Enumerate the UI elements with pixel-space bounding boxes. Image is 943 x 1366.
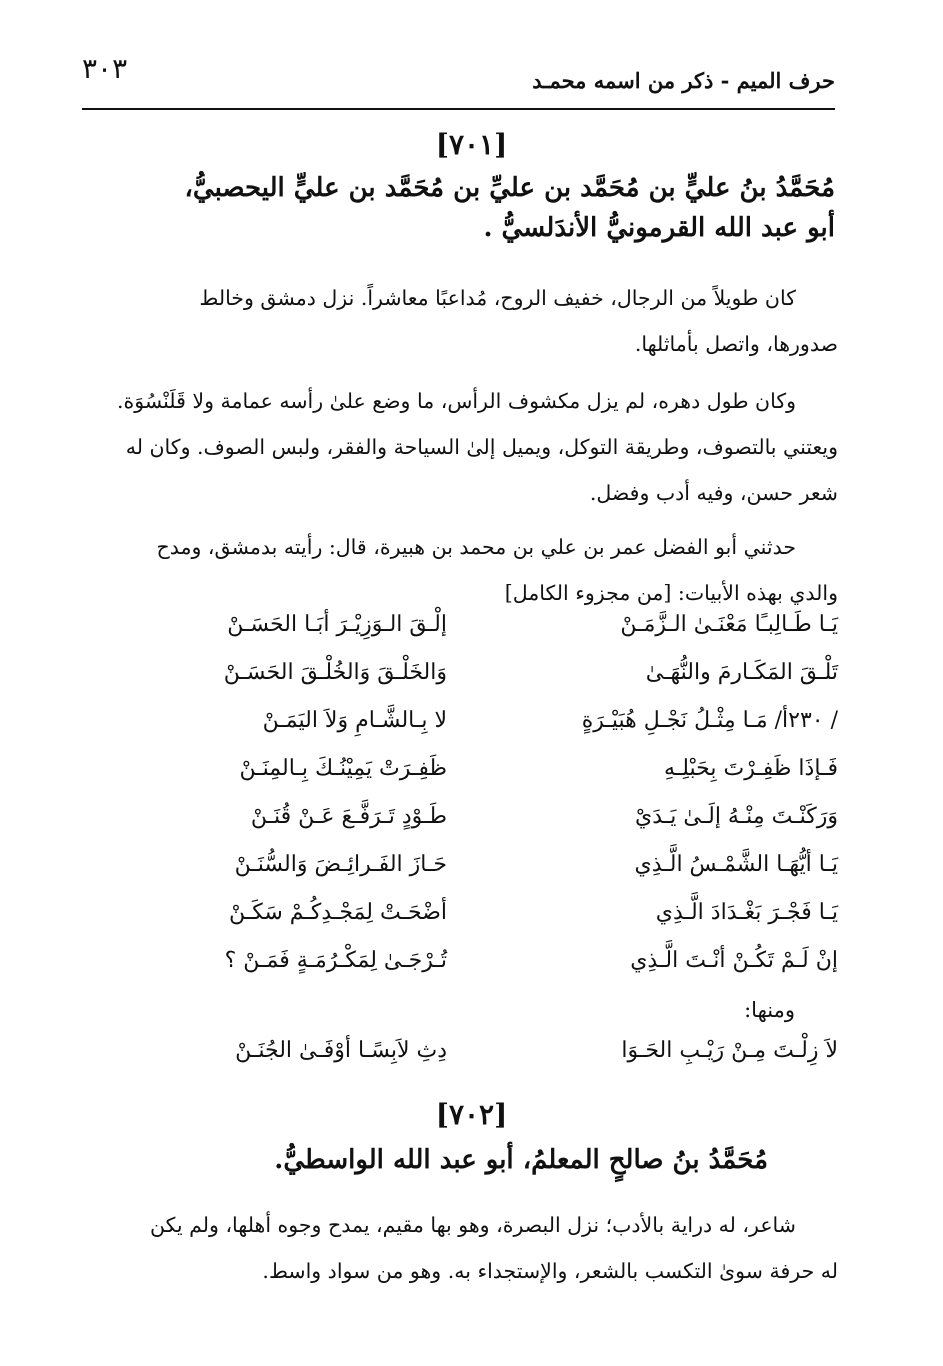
paragraph-line: له حرفة سوىٰ التكسب بالشعر، والإستجداء به. وهو من سواد واسط. — [262, 1259, 838, 1283]
verse-first-hemistich: يَـا أيُّهَـا الشَّمْـسُ الَّـذِي — [634, 852, 838, 877]
paragraph-line: شاعر، له دراية بالأدب؛ نزل البصرة، وهو بها مقيم، يمدح وجوه أهلها، ولم يكن — [149, 1213, 796, 1237]
verse-first-hemistich: يَـا طَـالِبـًا مَعْنَـىٰ الـزَّمَـنْ — [620, 612, 838, 637]
paragraph-line: شعر حسن، وفيه أدب وفضل. — [589, 481, 838, 505]
verse — [82, 804, 838, 852]
verse — [82, 852, 838, 900]
verse-second-hemistich: لا بِـالشَّـامِ وَلاَ اليَمَـنْ — [262, 708, 447, 733]
verse — [82, 708, 838, 756]
verse-second-hemistich: وَالخَلْـقَ وَالخُلْـقَ الحَسَـنْ — [223, 660, 447, 685]
paragraph-line: كان طويلاً من الرجال، خفيف الروح، مُداعبًا معاشراً. نزل دمشق وخالط — [199, 286, 796, 310]
verse — [82, 612, 838, 660]
verse-second-hemistich: تُـرْجَـىٰ لِمَكْـرُمَـةٍ فَمَـنْ ؟ — [224, 948, 447, 973]
verse-second-hemistich: أضْحَـتْ لِمَجْـدِكُـمْ سَكَـنْ — [229, 900, 447, 925]
verse-second-hemistich: ظَفِـرَتْ يَمِيْنُـكَ بِـالمِنَـنْ — [239, 756, 447, 781]
verse — [82, 660, 838, 708]
verse — [82, 1038, 838, 1086]
verse-second-hemistich: حَـازَ الفَـرائِـضَ وَالسُّنَـنْ — [234, 852, 447, 877]
poem — [82, 1038, 838, 1086]
entry-title-line: أبو عبد الله القرمونيُّ الأندَلسيُّ . — [483, 213, 835, 244]
entry-number: [٧٠١] — [435, 128, 508, 161]
verse-intro-label: ومنها: — [744, 998, 795, 1022]
page-number: ٣٠٣ — [82, 52, 128, 85]
poem — [82, 612, 838, 996]
paragraph-line: وكان طول دهره، لم يزل مكشوف الرأس، ما وضع علىٰ رأسه عمامة ولا قَلَنْسُوَة. — [116, 389, 796, 413]
verse-first-hemistich: وَرَكَنْـتَ مِنْـهُ إلَـىٰ يَـدَيْ — [635, 804, 838, 829]
paragraph-line: والدي بهذه الأبيات: [من مجزوء الكامل] — [504, 581, 838, 605]
paragraph-line: صدورها، واتصل بأماثلها. — [634, 332, 838, 356]
entry-title — [82, 168, 835, 249]
verse-second-hemistich: دِثِ لاَبِسًـا أوْفَـىٰ الجُنَـنْ — [235, 1038, 447, 1063]
paragraph — [82, 275, 838, 367]
verse-second-hemistich: إلْـقَ الـوَزِيْـرَ أبَـا الحَسَـنْ — [227, 612, 447, 637]
header-rule — [82, 108, 835, 110]
entry-title: مُحَمَّدُ بنُ صالحٍ المعلمُ، أبو عبد الله الواسطيُّ. — [274, 1145, 768, 1175]
verse-first-hemistich: تَلْـقَ المَكَـارمَ والنُّهَـىٰ — [645, 660, 838, 685]
paragraph — [82, 378, 838, 516]
verse-first-hemistich: / ٢٣٠أ/ مَـا مِثْـلُ نَجْـلِ هُبَيْـرَةٍ — [581, 708, 838, 733]
paragraph — [82, 1202, 838, 1294]
verse-first-hemistich: فَـإذَا ظَفِـرْتَ بِحَبْلِـهِ — [664, 756, 838, 781]
page-header — [82, 52, 835, 102]
running-title: حرف الميم - ذكر من اسمه محمـد — [532, 68, 835, 93]
verse — [82, 948, 838, 996]
paragraph-line: ويعتني بالتصوف، وطريقة التوكل، ويميل إلىٰ السياحة والفقر، ولبس الصوف. وكان له — [125, 435, 838, 459]
verse — [82, 756, 838, 804]
paragraph-line: حدثني أبو الفضل عمر بن علي بن محمد بن هبيرة، قال: رأيته بدمشق، ومدح — [156, 535, 796, 559]
entry-number: [٧٠٢] — [435, 1098, 508, 1131]
entry-title-line: مُحَمَّدُ بنُ عليٍّ بن مُحَمَّد بن عليِّ بن مُحَمَّد بن عليٍّ اليحصبيُّ، — [184, 173, 835, 203]
verse-first-hemistich: يَـا فَجْـرَ بَغْـدَادَ الَّـذِي — [655, 900, 838, 925]
verse-first-hemistich: لاَ زِلْـتَ مِـنْ رَيْـبِ الحَـوَا — [621, 1038, 838, 1063]
paragraph — [82, 524, 838, 616]
verse-second-hemistich: طَـوْدٍ تَـرَفَّـعَ عَـنْ قُنَـنْ — [250, 804, 447, 829]
verse-first-hemistich: إنْ لَـمْ تَكُـنْ أنْـتَ الَّـذِي — [630, 948, 838, 973]
verse — [82, 900, 838, 948]
